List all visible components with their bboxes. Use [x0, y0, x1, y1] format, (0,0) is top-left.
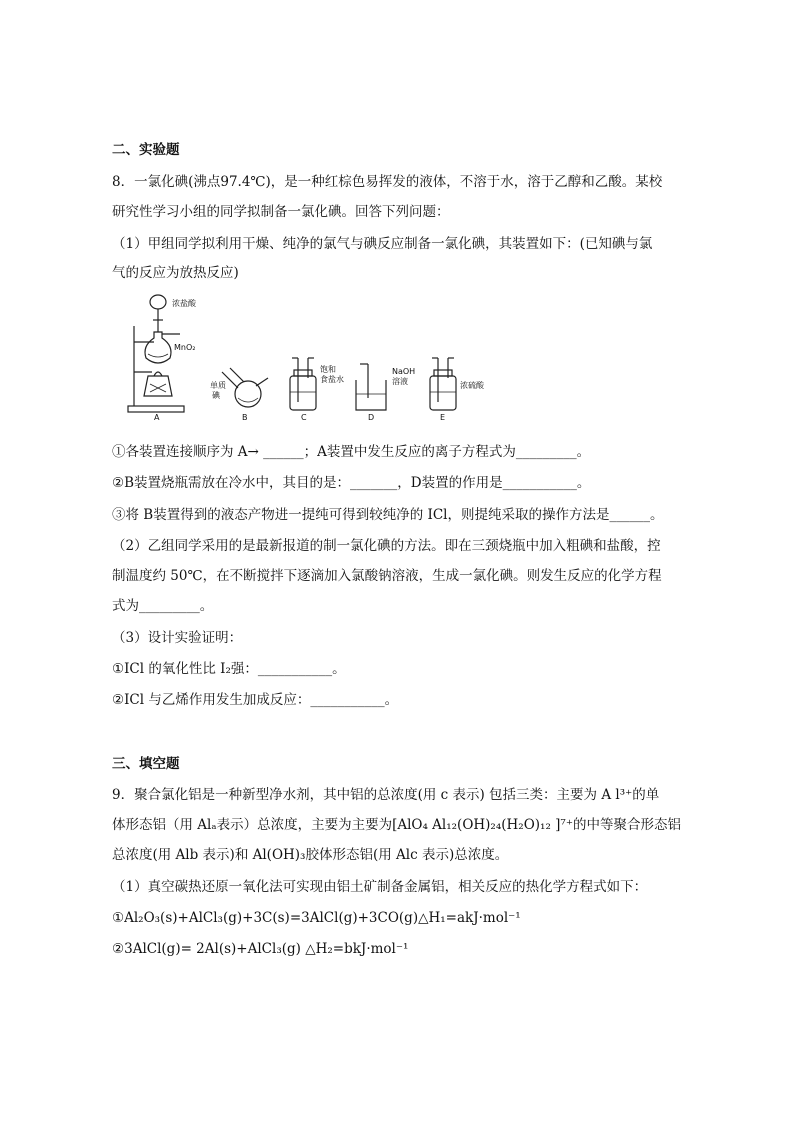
q8-part2-line-3: 式为_________。 [112, 598, 214, 614]
label-e: E [440, 413, 446, 420]
q8-part2-line-1: （2）乙组同学采用的是最新报道的制一氯化碘的方法。即在三颈烧瓶中加入粗碘和盐酸，控 [112, 538, 661, 554]
apparatus-e [430, 358, 456, 410]
q8-part3-question-2: ②ICl 与乙烯作用发生加成反应：___________。 [112, 692, 399, 708]
q8-sub-question-3: ③将 B装置得到的液态产物进一提纯可得到较纯净的 ICl，则提纯采取的操作方法是______。 [112, 507, 664, 523]
q8-text-line-2: 研究性学习小组的同学拟制备一氯化碘。回答下列问题： [112, 204, 450, 220]
label-h2so4: 浓硫酸 [460, 381, 484, 390]
label-a: A [154, 413, 160, 420]
label-naoh-2: 溶液 [392, 377, 408, 386]
apparatus-d [356, 364, 386, 410]
label-conc-hcl: 浓盐酸 [172, 299, 196, 308]
q8-part1-line-2: 气的反应为放热反应) [112, 265, 239, 281]
label-c: C [301, 413, 307, 420]
q8-part3-question-1: ①ICl 的氧化性比 I₂强：___________。 [112, 661, 346, 677]
q8-part2-line-2: 制温度约 50℃，在不断搅拌下逐滴加入氯酸钠溶液，生成一氯化碘。则发生反应的化学方程 [112, 568, 662, 584]
q8-sub-question-2: ②B装置烧瓶需放在冷水中，其目的是：_______，D装置的作用是___________。 [112, 475, 591, 491]
q9-text-line-2: 体形态铝（用 Alₐ表示）总浓度，主要为主要为[AlO₄ Al₁₂(OH)₂₄(H₂O)₁₂ ]⁷⁺的中等聚合形态铝 [112, 817, 681, 833]
q9-equation-2: ②3AlCl(g)= 2Al(s)+AlCl₃(g) △H₂=bkJ·mol⁻¹ [112, 941, 409, 957]
q9-part1-line-1: （1）真空碳热还原一氧化法可实现由铝土矿制备金属铝，相关反应的热化学方程式如下： [112, 879, 648, 895]
label-d: D [368, 413, 375, 420]
q8-sub-question-1: ①各装置连接顺序为 A→ ______；A装置中发生反应的离子方程式为_________。 [112, 444, 591, 460]
label-brine-1: 饱和 [320, 365, 336, 374]
label-brine-2: 食盐水 [320, 375, 344, 384]
q9-text-line-3: 总浓度(用 Alb 表示)和 Al(OH)₃胶体形态铝(用 Alc 表示)总浓度。 [112, 847, 509, 863]
apparatus-b [222, 368, 268, 407]
apparatus-c [290, 358, 316, 410]
q9-text-line-1: 9．聚合氯化铝是一种新型净水剂，其中铝的总浓度(用 c 表示) 包括三类：主要为 A l³⁺的单 [112, 787, 660, 803]
section-2-title: 二、实验题 [112, 142, 180, 158]
section-3-title: 三、填空题 [112, 756, 180, 772]
label-b: B [242, 413, 248, 420]
apparatus-figure [124, 288, 504, 420]
q8-text-line-1: 8．一氯化碘(沸点97.4℃)，是一种红棕色易挥发的液体，不溶于水，溶于乙醇和乙酸。某校 [112, 174, 663, 190]
q8-part1-line-1: （1）甲组同学拟利用干燥、纯净的氯气与碘反应制备一氯化碘，其装置如下：(已知碘与氯 [112, 236, 653, 252]
label-mno2: MnO₂ [174, 343, 196, 352]
apparatus-a [128, 295, 184, 412]
label-naoh-1: NaOH [392, 367, 416, 376]
label-iodine-2: 碘 [212, 391, 220, 400]
q9-equation-1: ①Al₂O₃(s)+AlCl₃(g)+3C(s)=3AlCl(g)+3CO(g)△H₁=akJ·mol⁻¹ [112, 910, 521, 926]
label-iodine-1: 单质 [210, 381, 226, 390]
q8-part3-line-1: （3）设计实验证明： [112, 630, 243, 646]
